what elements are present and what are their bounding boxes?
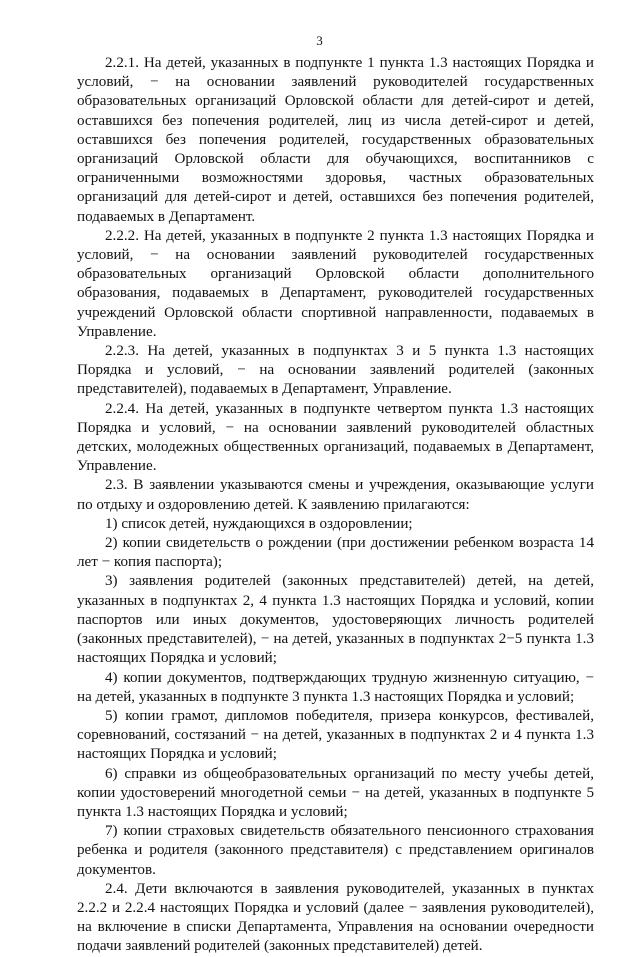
list-item-1: 1) список детей, нуждающихся в оздоровлении; [105, 515, 413, 532]
list-item-4: 4) копии документов, подтверждающих трудную жизненную ситуацию, − на детей, указанных в подпункте 3 пункта 1.3 настоящих Порядка и условий; [77, 669, 594, 705]
list-item-7: 7) копии страховых свидетельств обязательного пенсионного страхования ребенка и родителя (законного представителя) с представлением оригиналов документов. [77, 823, 594, 878]
list-item-3: 3) заявления родителей (законных представителей) детей, на детей, указанных в подпунктах 2, 4 пункта 1.3 настоящих Порядка и условий, копии паспортов или иных документов, удостоверяющих личность родителей (законных представителей), − на детей, указанных в подпунктах 2−5 пункта 1.3 настоящих Порядка и условий; [77, 573, 594, 667]
document-body [77, 54, 594, 957]
paragraph-2-2-3: 2.2.3. На детей, указанных в подпунктах 3 и 5 пункта 1.3 настоящих Порядка и условий, − на основании заявлений родителей (законных представителей), подаваемых в Департамент, Управление. [77, 343, 594, 398]
paragraph-2-4: 2.4. Дети включаются в заявления руководителей, указанных в пунктах 2.2.2 и 2.2.4 настоящих Порядка и условий (далее − заявления руководителей), на включение в списки Департамента, Управления на основании очередности подачи заявлений родителей (законных представителей) детей. [77, 880, 594, 955]
page-number: 3 [316, 33, 323, 48]
paragraph-2-2-4: 2.2.4. На детей, указанных в подпункте четвертом пункта 1.3 настоящих Порядка и условий, − на основании заявлений руководителей областных детских, молодежных общественных организаций, подаваемых в Департамент, Управление. [77, 400, 594, 475]
paragraph-2-3: 2.3. В заявлении указываются смены и учреждения, оказывающие услуги по отдыху и оздоровлению детей. К заявлению прилагаются: [77, 477, 594, 513]
paragraph-2-2-1: 2.2.1. На детей, указанных в подпункте 1 пункта 1.3 настоящих Порядка и условий, − на основании заявлений руководителей государственных образовательных организаций Орловской области для детей-сирот и детей, оставшихся без попечения родителей, лиц из числа детей-сирот и детей, оставшихся без попечения родителей, государственных образовательных организаций Орловской области для обучающихся, воспитанников с ограниченными возможностями здоровья, частных образовательных организаций для детей-сирот и детей, оставшихся без попечения родителей, подаваемых в Департамент. [77, 55, 594, 225]
list-item-5: 5) копии грамот, дипломов победителя, призера конкурсов, фестивалей, соревнований, состязаний − на детей, указанных в подпунктах 2 и 4 пункта 1.3 настоящих Порядка и условий; [77, 707, 594, 763]
paragraph-2-2-2: 2.2.2. На детей, указанных в подпункте 2 пункта 1.3 настоящих Порядка и условий, − на основании заявлений руководителей государственных образовательных организаций Орловской области дополнительного образования, подаваемых в Департамент, руководителей государственных учреждений Орловской области спортивной направленности, подаваемых в Управление. [77, 227, 594, 340]
list-item-2: 2) копии свидетельств о рождении (при достижении ребенком возраста 14 лет − копия паспорта); [77, 535, 594, 571]
list-item-6: 6) справки из общеобразовательных организаций по месту учебы детей, копии удостоверений многодетной семьи − на детей, указанных в подпункте 5 пункта 1.3 настоящих Порядка и условий; [77, 765, 594, 820]
